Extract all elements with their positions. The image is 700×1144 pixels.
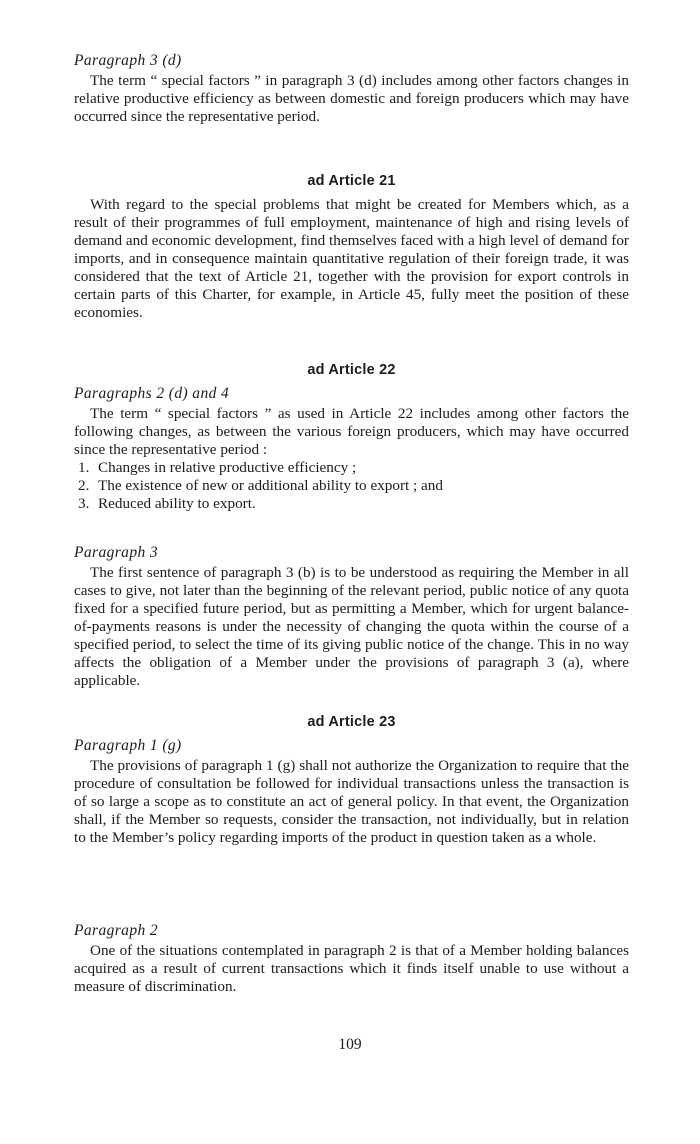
paragraph-1g-text: The provisions of paragraph 1 (g) shall not authorize the Organization to require that the procedure of consultation be followed for individual transactions unless the transaction is of so large a scope as to constitute an act of general policy. In that event, the Organization shall, if the Member so requests, consider the transaction, not individually, but in relation to the Member’s policy regarding imports of the product in question taken as a whole. [74, 757, 629, 846]
subheading-paragraphs-2d-4: Paragraphs 2 (d) and 4 [74, 385, 230, 402]
subheading-paragraph-3: Paragraph 3 [74, 544, 159, 561]
list-item: 2. The existence of new or additional ability to export ; and [78, 477, 443, 494]
section-article-23 [74, 713, 629, 847]
paragraph-3-text: The first sentence of paragraph 3 (b) is to be understood as requiring the Member in all cases to give, not later than the beginning of the relevant period, public notice of any quota fixed for a specified future period, but as permitting a Member, which for urgent balance-of-payments reasons is under the necessity of changing the quota within the course of a specified period, to select the time of its giving public notice of the change. This in no way affects the obligation of a Member under the provisions of paragraph 3 (a), where applicable. [74, 564, 629, 689]
heading-article-22: ad Article 22 [307, 362, 396, 378]
page-number: 109 [338, 1036, 362, 1053]
paragraphs-2d-4-text: The term “ special factors ” as used in Article 22 includes among other factors the following changes, as between the various foreign producers, which may have occurred since the representative period : [74, 405, 629, 458]
subheading-paragraph-2: Paragraph 2 [74, 922, 159, 939]
paragraph-2-text: One of the situations contemplated in paragraph 2 is that of a Member holding balances acquired as a result of current transactions which it finds itself unable to use without a measure of discrimination. [74, 942, 629, 995]
section-article-22-paragraph-3 [74, 544, 629, 690]
list-item: 3. Reduced ability to export. [78, 495, 256, 512]
special-factors-list [74, 459, 629, 513]
subheading-paragraph-1g: Paragraph 1 (g) [74, 737, 182, 754]
section-article-22 [74, 361, 629, 513]
article-21-text: With regard to the special problems that might be created for Members which, as a result of their programmes of full employment, maintenance of high and rising levels of demand and economic development, find themselves faced with a high level of demand for imports, and in consequence maintain quantitative regulation of their foreign trade, it was considered that the text of Article 21, together with the provision for export controls in certain parts of this Charter, for example, in Article 45, fully meet the position of these economies. [74, 196, 629, 321]
list-item: 1. Changes in relative productive efficiency ; [78, 459, 357, 476]
section-article-23-paragraph-2 [74, 922, 629, 996]
paragraph-3d-text: The term “ special factors ” in paragraph 3 (d) includes among other factors changes in relative productive efficiency as between domestic and foreign producers which may have occurred since the representative period. [74, 72, 629, 125]
section-paragraph-3d [74, 52, 629, 126]
section-article-21 [74, 172, 629, 322]
heading-article-21: ad Article 21 [307, 173, 396, 189]
subheading-paragraph-3d: Paragraph 3 (d) [74, 52, 182, 69]
heading-article-23: ad Article 23 [307, 714, 396, 730]
